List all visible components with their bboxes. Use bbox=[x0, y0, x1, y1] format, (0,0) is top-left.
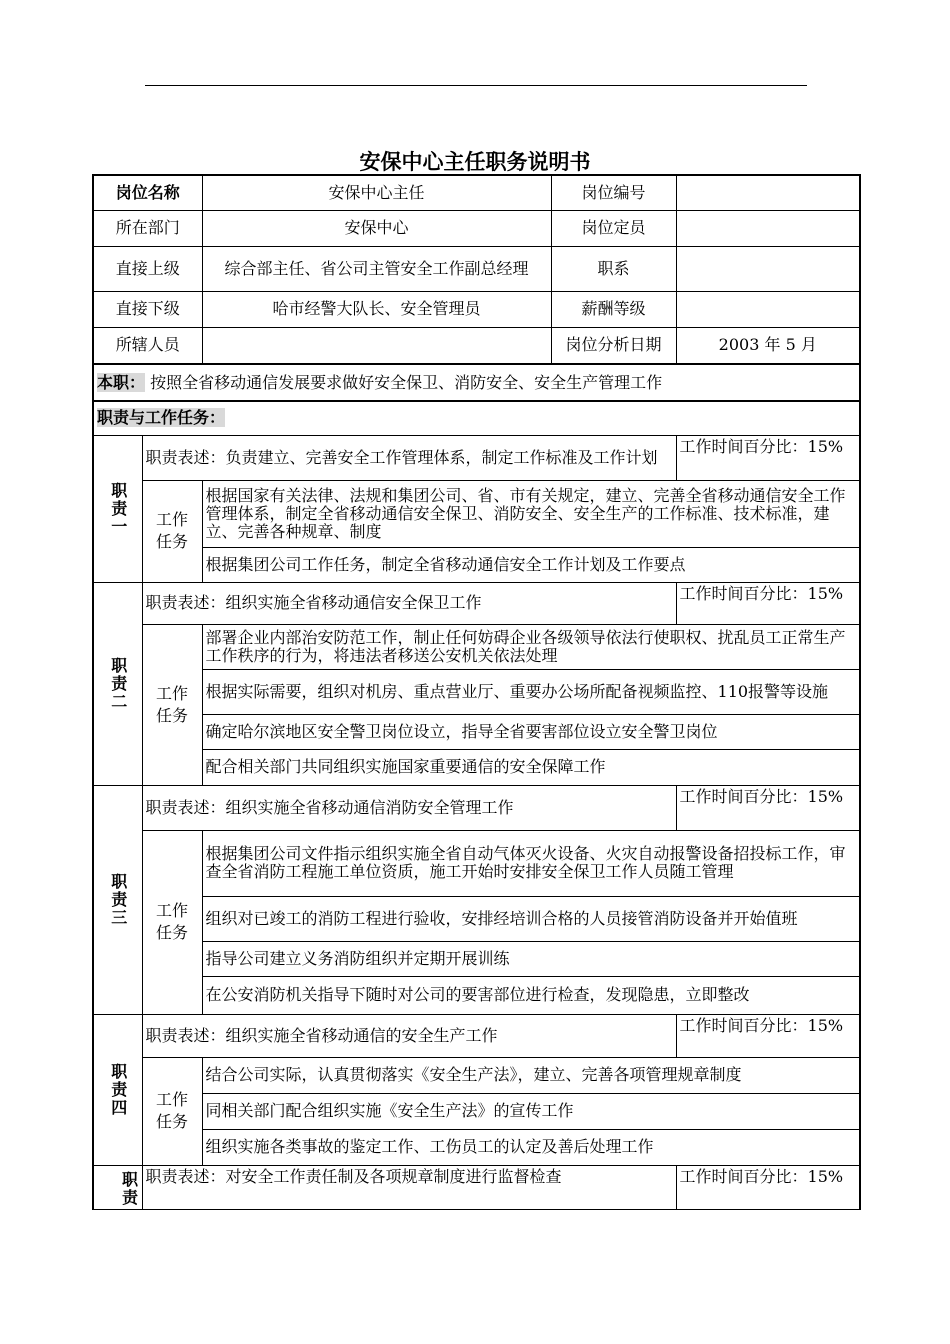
value-analysis-date: 2003 年 5 月 bbox=[676, 327, 860, 364]
duty-label-3: 职责三 bbox=[93, 785, 142, 1014]
task-item: 在公安消防机关指导下随时对公司的要害部位进行检查，发现隐患，立即整改 bbox=[202, 976, 860, 1014]
task-item: 根据集团公司工作任务，制定全省移动通信安全工作计划及工作要点 bbox=[202, 547, 860, 582]
label-subordinate: 直接下级 bbox=[93, 291, 202, 327]
task-label-4: 工作任务 bbox=[142, 1057, 202, 1165]
job-description-table bbox=[92, 174, 861, 1210]
task-item: 指导公司建立义务消防组织并定期开展训练 bbox=[202, 941, 860, 976]
label-quota: 岗位定员 bbox=[551, 210, 676, 246]
duty-label-4: 职责四 bbox=[93, 1014, 142, 1165]
duty-pct-1: 工作时间百分比：15% bbox=[676, 435, 860, 480]
task-label-2: 工作任务 bbox=[142, 624, 202, 785]
task-item: 部署企业内部治安防范工作，制止任何妨碍企业各级领导依法行使职权、扰乱员工正常生产工作秩序的行为，将违法者移送公安机关依法处理 bbox=[202, 624, 860, 669]
duty-desc-4: 职责表述：组织实施全省移动通信的安全生产工作 bbox=[142, 1014, 676, 1057]
value-subordinate: 哈市经警大队长、安全管理员 bbox=[202, 291, 551, 327]
header-rule bbox=[145, 85, 807, 86]
value-position-name: 安保中心主任 bbox=[202, 175, 551, 210]
duty-main-text: 按照全省移动通信发展要求做好安全保卫、消防安全、安全生产管理工作 bbox=[150, 372, 663, 392]
label-superior: 直接上级 bbox=[93, 246, 202, 291]
duty-label-1: 职责一 bbox=[93, 435, 142, 582]
section-heading: 职责与工作任务： bbox=[97, 408, 226, 428]
duty-desc-3: 职责表述：组织实施全省移动通信消防安全管理工作 bbox=[142, 785, 676, 830]
label-staff: 所辖人员 bbox=[93, 327, 202, 364]
value-quota bbox=[676, 210, 860, 246]
label-grade: 薪酬等级 bbox=[551, 291, 676, 327]
task-item: 组织对已竣工的消防工程进行验收，安排经培训合格的人员接管消防设备并开始值班 bbox=[202, 896, 860, 941]
duty-desc-1: 职责表述：负责建立、完善安全工作管理体系，制定工作标准及工作计划 bbox=[142, 435, 676, 480]
value-department: 安保中心 bbox=[202, 210, 551, 246]
duty-label-5: 职责 bbox=[93, 1165, 142, 1209]
duties-body bbox=[93, 435, 860, 1209]
task-item: 根据实际需要，组织对机房、重点营业厅、重要办公场所配备视频监控、110报警等设施 bbox=[202, 669, 860, 714]
label-position-name: 岗位名称 bbox=[93, 175, 202, 210]
duty-label-2: 职责二 bbox=[93, 582, 142, 785]
value-staff bbox=[202, 327, 551, 364]
document-title: 安保中心主任职务说明书 bbox=[359, 150, 591, 174]
task-item: 结合公司实际，认真贯彻落实《安全生产法》，建立、完善各项管理规章制度 bbox=[202, 1057, 860, 1093]
duty-main-label: 本职： bbox=[97, 372, 146, 392]
task-item: 同相关部门配合组织实施《安全生产法》的宣传工作 bbox=[202, 1093, 860, 1129]
task-label-1: 工作任务 bbox=[142, 480, 202, 582]
task-item: 组织实施各类事故的鉴定工作、工伤员工的认定及善后处理工作 bbox=[202, 1129, 860, 1165]
task-item: 确定哈尔滨地区安全警卫岗位设立，指导全省要害部位设立安全警卫岗位 bbox=[202, 714, 860, 749]
duty-main-row bbox=[93, 364, 860, 401]
label-analysis-date: 岗位分析日期 bbox=[551, 327, 676, 364]
task-item: 配合相关部门共同组织实施国家重要通信的安全保障工作 bbox=[202, 749, 860, 785]
duty-pct-2: 工作时间百分比：15% bbox=[676, 582, 860, 624]
value-position-code bbox=[676, 175, 860, 210]
label-series: 职系 bbox=[551, 246, 676, 291]
section-heading-row bbox=[93, 401, 860, 435]
duty-pct-5: 工作时间百分比：15% bbox=[676, 1165, 860, 1209]
task-label-3: 工作任务 bbox=[142, 830, 202, 1014]
value-superior: 综合部主任、省公司主管安全工作副总经理 bbox=[202, 246, 551, 291]
duty-pct-4: 工作时间百分比：15% bbox=[676, 1014, 860, 1057]
duty-desc-5: 职责表述：对安全工作责任制及各项规章制度进行监督检查 bbox=[142, 1165, 676, 1209]
duty-pct-3: 工作时间百分比：15% bbox=[676, 785, 860, 830]
duty-desc-2: 职责表述：组织实施全省移动通信安全保卫工作 bbox=[142, 582, 676, 624]
task-item: 根据国家有关法律、法规和集团公司、省、市有关规定，建立、完善全省移动通信安全工作管理体系，制定全省移动通信安全保卫、消防安全、安全生产的工作标准、技术标准，建立、完善各种规章、制度 bbox=[202, 480, 860, 547]
label-department: 所在部门 bbox=[93, 210, 202, 246]
value-series bbox=[676, 246, 860, 291]
value-grade bbox=[676, 291, 860, 327]
label-position-code: 岗位编号 bbox=[551, 175, 676, 210]
task-item: 根据集团公司文件指示组织实施全省自动气体灭火设备、火灾自动报警设备招投标工作，审查全省消防工程施工单位资质，施工开始时安排安全保卫工作人员随工管理 bbox=[202, 830, 860, 896]
